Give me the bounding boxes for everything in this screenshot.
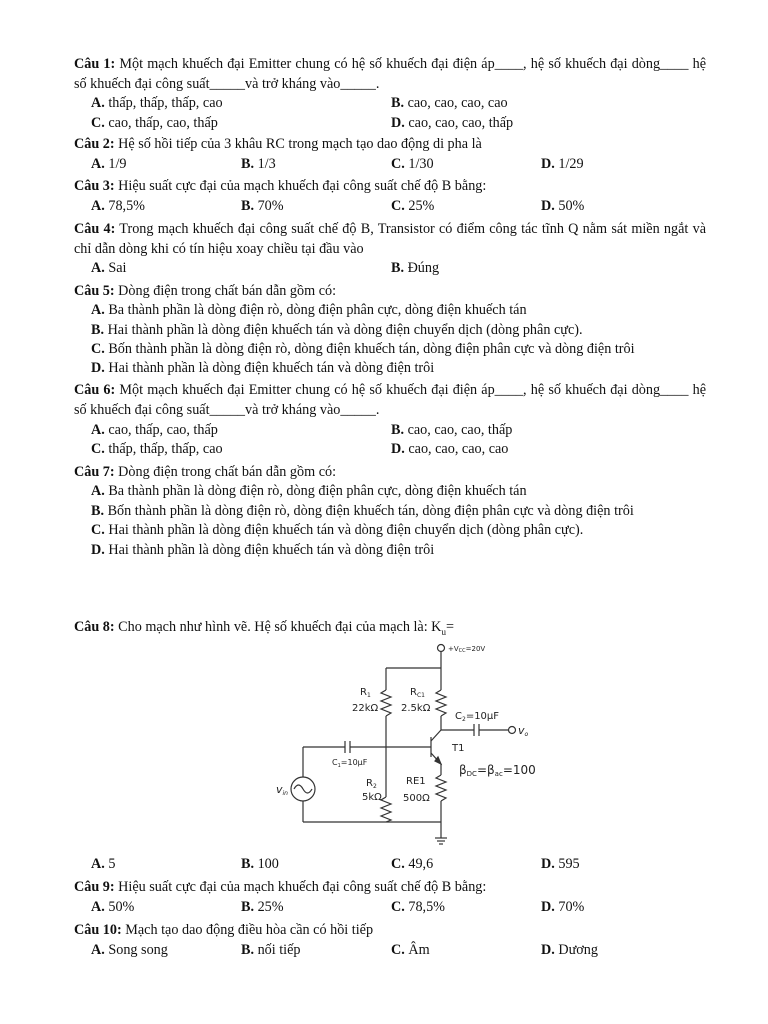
option-c: C. 49,6: [391, 856, 434, 872]
options-row: [91, 897, 711, 917]
option-a: A. 78,5%: [91, 198, 145, 214]
options-row: [91, 439, 711, 459]
question-9: [74, 877, 706, 897]
option-b: B. 25%: [241, 899, 284, 915]
question-number: Câu 4:: [74, 221, 116, 237]
option-b: B. Hai thành phần là dòng điện khuếch tán và dòng điện chuyển dịch (dòng phân cực).: [91, 322, 583, 338]
question-3: [74, 176, 706, 196]
options-row: [91, 258, 711, 278]
option-a: A. Sai: [91, 260, 127, 276]
options-row: [91, 854, 711, 874]
option-b: B. Bốn thành phần là dòng điện rò, dòng điện khuếch tán, dòng điện phân cực và dòng điện trôi: [91, 503, 634, 519]
question-text: Một mạch khuếch đại Emitter chung có hệ số khuếch đại điện áp____, hệ số khuếch đại dòng____ hệ số khuếch đại công suất_____và trở kháng vào_____.: [74, 382, 706, 418]
beta-label: βDC=βac=100: [459, 763, 536, 778]
option-d: D. Hai thành phần là dòng điện khuếch tán và dòng điện trôi: [91, 360, 435, 376]
option-b: B. nối tiếp: [241, 942, 301, 958]
question-text: Mạch tạo dao động điều hòa cần có hồi tiếp: [125, 922, 374, 938]
question-number: Câu 9:: [74, 879, 115, 895]
option-a: A. Ba thành phần là dòng điện rò, dòng điện phân cực, dòng điện khuếch tán: [91, 302, 527, 318]
question-text: Hệ số hồi tiếp của 3 khâu RC trong mạch tạo dao động di pha là: [118, 136, 482, 152]
question-number: Câu 5:: [74, 283, 115, 299]
option-a: A. 1/9: [91, 156, 127, 172]
subscript: u: [441, 626, 446, 637]
option-d: D. 595: [541, 856, 580, 872]
option-b: B. 70%: [241, 198, 284, 214]
vin-label: vin: [276, 783, 288, 797]
question-text: Hiệu suất cực đại của mạch khuếch đại công suất chế độ B bằng:: [118, 178, 487, 194]
t1-label: T1: [452, 743, 465, 754]
question-number: Câu 10:: [74, 922, 122, 938]
question-number: Câu 8:: [74, 619, 115, 635]
option-c: C. Bốn thành phần là dòng điện rò, dòng điện khuếch tán, dòng điện phân cực và dòng điện trôi: [91, 341, 635, 357]
r2-label: $R_2$: [366, 778, 377, 790]
option-a: A. thấp, thấp, thấp, cao: [91, 95, 223, 111]
c2-label: $C_2=10\mu F$: [455, 711, 500, 723]
option-c: C. Hai thành phần là dòng điện khuếch tán và dòng điện chuyển dịch (dòng phân cực).: [91, 522, 584, 538]
options-row: [91, 154, 711, 174]
question-text: Cho mạch như hình vẽ. Hệ số khuếch đại của mạch là: K: [118, 619, 442, 635]
option-a: A. Ba thành phần là dòng điện rò, dòng điện phân cực, dòng điện khuếch tán: [91, 483, 527, 499]
r2-value: 5kΩ: [362, 792, 382, 803]
option-c: C. 1/30: [391, 156, 434, 172]
options-row: [91, 93, 711, 113]
option-d: D. 70%: [541, 899, 585, 915]
rc1-value: 2.5kΩ: [401, 703, 431, 714]
question-number: Câu 2:: [74, 136, 115, 152]
question-number: Câu 1:: [74, 56, 116, 72]
option-d: D. 50%: [541, 198, 585, 214]
option-b: B. 100: [241, 856, 279, 872]
question-text: Dòng điện trong chất bán dẫn gồm có:: [118, 283, 337, 299]
vcc-label: +VCC=20V: [448, 645, 486, 654]
option-a: A. Song song: [91, 942, 168, 958]
question-text: Một mạch khuếch đại Emitter chung có hệ số khuếch đại điện áp____, hệ số khuếch đại dòng____ hệ số khuếch đại công suất_____và trở kháng vào_____.: [74, 56, 706, 92]
question-text: Dòng điện trong chất bán dẫn gồm có:: [118, 464, 337, 480]
r1-label: $R_1$: [360, 687, 371, 699]
c1-label: $C_1=10\mu F$: [332, 758, 368, 769]
options-row: [91, 940, 711, 960]
option-b: B. Đúng: [391, 260, 440, 276]
option-a: A. 5: [91, 856, 116, 872]
question-2: [74, 134, 706, 154]
option-b: B. 1/3: [241, 156, 276, 172]
option-d: D. cao, cao, cao, cao: [391, 441, 509, 457]
question-text: Hiệu suất cực đại của mạch khuếch đại công suất chế độ B bằng:: [118, 879, 487, 895]
option-b: B. cao, cao, cao, thấp: [391, 422, 513, 438]
question-text-tail: =: [445, 619, 454, 635]
amplifier-circuit-diagram: [270, 640, 550, 848]
option-d: D. Dương: [541, 942, 598, 958]
question-number: Câu 3:: [74, 178, 115, 194]
rc1-label: $R_{C1}$: [410, 687, 425, 699]
option-d: D. Hai thành phần là dòng điện khuếch tán và dòng điện trôi: [91, 542, 435, 558]
option-a: A. 50%: [91, 899, 135, 915]
option-a: A. cao, thấp, cao, thấp: [91, 422, 218, 438]
option-c: C. cao, thấp, cao, thấp: [91, 115, 218, 131]
r1-value: 22kΩ: [352, 703, 379, 714]
vo-label: vo: [518, 724, 529, 738]
question-6: [74, 380, 706, 420]
question-1: [74, 54, 706, 94]
option-c: C. 78,5%: [391, 899, 445, 915]
question-text: Trong mạch khuếch đại công suất chế độ B, Transistor có điểm công tác tĩnh Q nằm sát miền ngắt và chỉ dẫn dòng khi có tín hiệu xoay chiều tại đầu vào: [74, 221, 706, 257]
question-4: [74, 219, 706, 259]
option-c: C. 25%: [391, 198, 435, 214]
question-8: [74, 617, 706, 642]
options-row: [91, 420, 711, 440]
option-d: D. 1/29: [541, 156, 584, 172]
option-c: C. Âm: [391, 942, 430, 958]
question-5: [74, 281, 706, 301]
option-d: D. cao, cao, cao, thấp: [391, 115, 514, 131]
option-c: C. thấp, thấp, thấp, cao: [91, 441, 223, 457]
re1-value: 500Ω: [403, 793, 430, 804]
question-10: [74, 920, 706, 940]
options-row: [91, 113, 711, 133]
options-row: [91, 196, 711, 216]
question-number: Câu 6:: [74, 382, 116, 398]
question-7: [74, 462, 706, 482]
option-b: B. cao, cao, cao, cao: [391, 95, 508, 111]
re1-label: RE1: [406, 776, 426, 787]
question-number: Câu 7:: [74, 464, 115, 480]
